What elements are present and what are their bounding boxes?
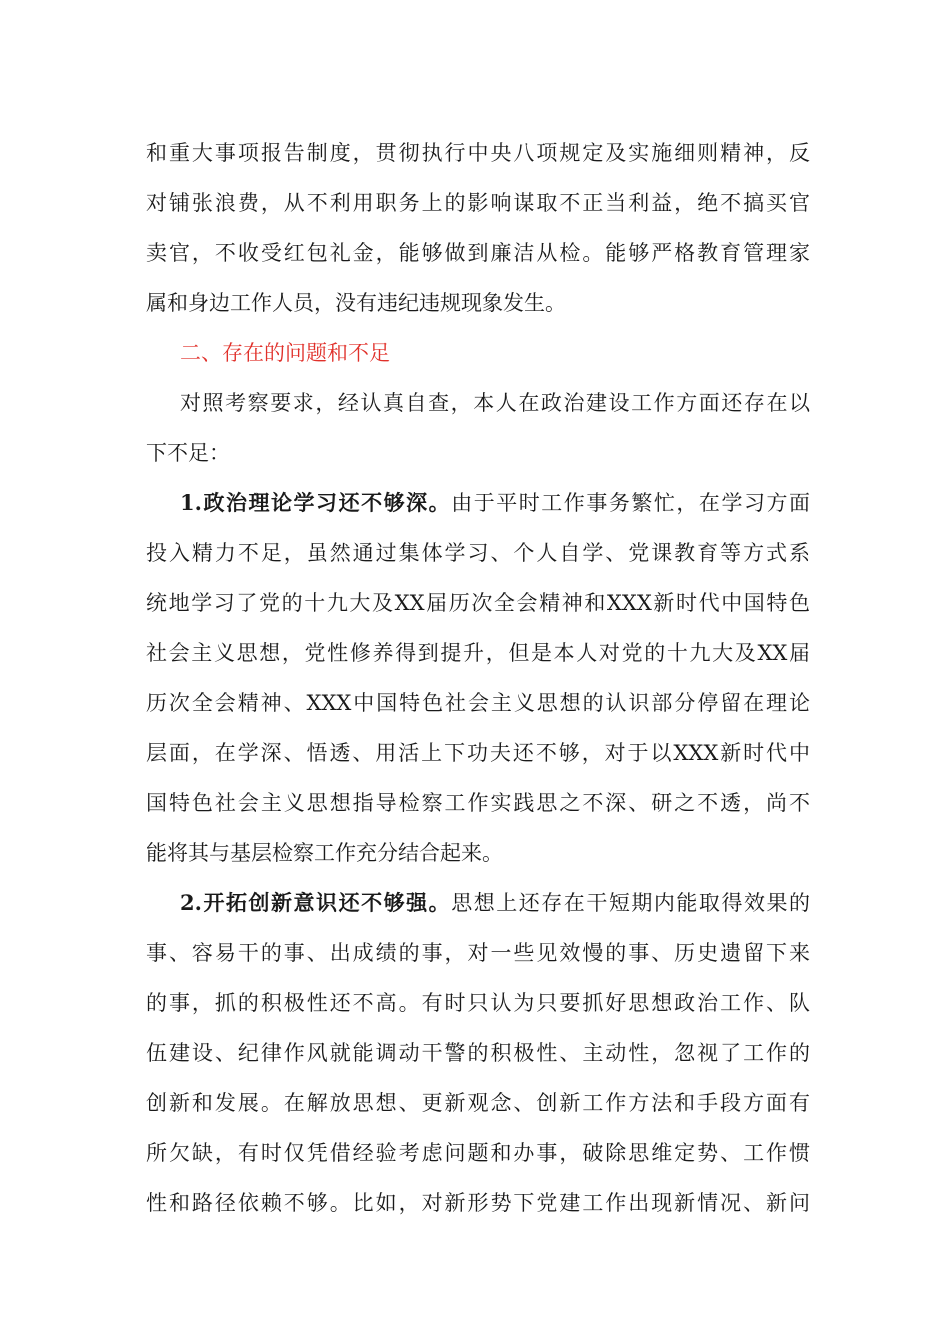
p4-line-7: 性和路径依赖不够。比如，对新形势下党建工作出现新情况、新问	[146, 1191, 810, 1215]
p1-line-3: 卖官，不收受红包礼金，能够做到廉洁从检。能够严格教育管理家	[146, 241, 810, 265]
p2-line-1: 对照考察要求，经认真自查，本人在政治建设工作方面还存在以	[180, 391, 810, 415]
p3-line-3: 统地学习了党的十九大及XX届历次全会精神和XXX新时代中国特色	[146, 591, 810, 615]
p2-line-2: 下不足：	[146, 441, 230, 465]
p3-line-6: 层面，在学深、悟透、用活上下功夫还不够，对于以XXX新时代中	[146, 741, 810, 765]
document-body	[146, 128, 810, 1228]
section-heading-2: 二、存在的问题和不足	[180, 341, 390, 365]
p4-first-rest: 思想上还存在干短期内能取得效果的	[451, 891, 811, 915]
p4-bold-lead: 2.开拓创新意识还不够强。	[180, 890, 452, 915]
p1-line-2: 对铺张浪费，从不利用职务上的影响谋取不正当利益，绝不搞买官	[146, 191, 810, 215]
p1-line-4: 属和身边工作人员，没有违纪违规现象发生。	[146, 291, 566, 315]
p1-line-1: 和重大事项报告制度，贯彻执行中央八项规定及实施细则精神，反	[146, 141, 810, 165]
p3-bold-lead: 1.政治理论学习还不够深。	[180, 490, 452, 515]
p4-line-3: 的事，抓的积极性还不高。有时只认为只要抓好思想政治工作、队	[146, 991, 810, 1015]
p4-line-2: 事、容易干的事、出成绩的事，对一些见效慢的事、历史遗留下来	[146, 941, 810, 965]
p3-line-4: 社会主义思想，党性修养得到提升，但是本人对党的十九大及XX届	[146, 641, 810, 665]
p3-line-7: 国特色社会主义思想指导检察工作实践思之不深、研之不透，尚不	[146, 791, 810, 815]
p3-line-5: 历次全会精神、XXX中国特色社会主义思想的认识部分停留在理论	[146, 691, 810, 715]
p4-first-line	[146, 878, 810, 928]
p4-line-6: 所欠缺，有时仅凭借经验考虑问题和办事，破除思维定势、工作惯	[146, 1141, 810, 1165]
p3-first-line	[146, 478, 810, 528]
p4-line-5: 创新和发展。在解放思想、更新观念、创新工作方法和手段方面有	[146, 1091, 810, 1115]
p3-line-2: 投入精力不足，虽然通过集体学习、个人自学、党课教育等方式系	[146, 541, 810, 565]
p3-first-rest: 由于平时工作事务繁忙，在学习方面	[451, 491, 811, 515]
p3-line-8: 能将其与基层检察工作充分结合起来。	[146, 841, 503, 865]
p4-line-4: 伍建设、纪律作风就能调动干警的积极性、主动性，忽视了工作的	[146, 1041, 810, 1065]
